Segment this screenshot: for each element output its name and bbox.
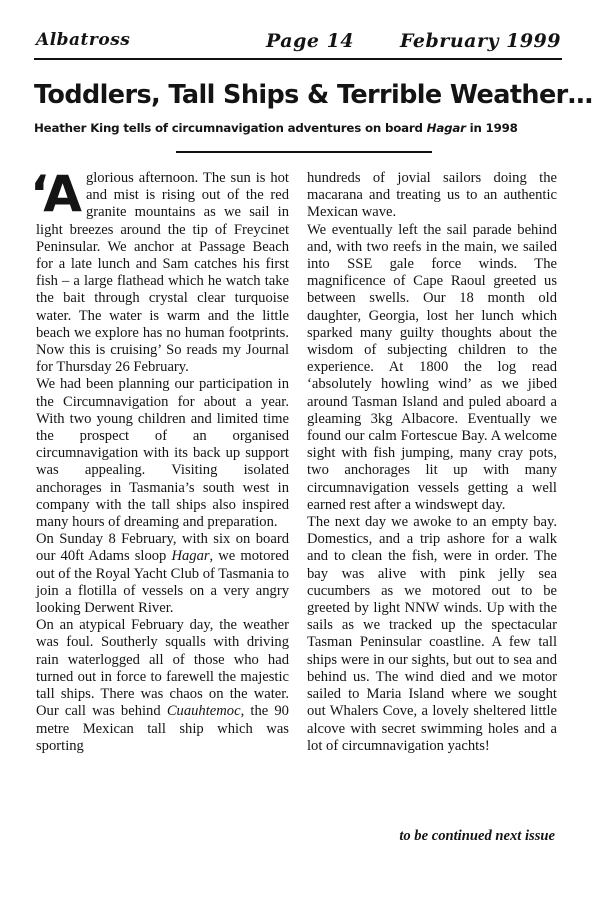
paragraph-text: , we motored out of the Royal Yacht Club of Tasmania to join a flotilla of vessels on a very angry looking Derwent River.: [36, 548, 289, 617]
continued-note: to be continued next issue: [399, 828, 555, 844]
article-subtitle: [34, 121, 579, 135]
paragraph: We eventually left the sail parade behind and, with two reefs in the main, we sailed into SSE gale force winds. The magnificence of Cape Raoul greeted us between swells. Our 18 month old daughter, Georgia, lost her lunch which sparked many guilty thoughts about the wisdom of subjecting children to the experience. At 1800 the log read ‘absolutely howling wind’ as we jibed around Tasman Island and puled aboard a gleaming 3kg Albacore. Eventually we found our calm Fortescue Bay. A welcome sight with fish jumping, many cray pots, two anchorages lit up with many circumnavigation vessels getting a well earned rest after a windswept day.: [307, 221, 557, 513]
vessel-name: Cuauhtemoc: [166, 703, 241, 720]
paragraph: [36, 531, 289, 617]
page-header: [0, 0, 611, 70]
right-column: [307, 170, 557, 755]
paragraph: [36, 617, 289, 755]
header-rule: [34, 58, 562, 60]
subtitle-text: Heather King tells of circumnavigation adventures on board: [34, 121, 427, 135]
title-divider: [176, 151, 432, 153]
paragraph-text: On Sunday 8 February, with six on board our 40ft Adams sloop: [36, 531, 289, 565]
issue-date: February 1999: [399, 30, 561, 52]
paragraph-text: glorious afternoon. The sun is hot and mist is rising out of the red granite mountains as we sail in light breezes around the tip of Freycinet Peninsular. We anchor at Passage Beach for a late lunch and Sam catches his first fish – a large flathead which he watch take the bait through crystal clear turquoise water. The water is warm and the little beach we explore has no human footprints. Now this is cruising’ So reads my Journal for Thursday 26 February.: [36, 170, 289, 376]
paragraph: [30, 165, 289, 376]
subtitle-year: in 1998: [465, 121, 518, 135]
drop-cap: ‘A: [30, 165, 82, 223]
publication-name: Albatross: [36, 30, 131, 50]
paragraph-text: On an atypical February day, the weather was foul. Southerly squalls with driving rain waterlogged all of those who had turned out in force to farewell the majestic tall ships. There was chaos on the water. Our call was behind: [36, 617, 289, 720]
paragraph: hundreds of jovial sailors doing the macarana and treating us to an authentic Mexican wave.: [307, 170, 557, 221]
paragraph: We had been planning our participation in the Circumnavigation for about a year. With two young children and limited time the prospect of an organised circumnavigation with its back up support was appealing. Visiting isolated anchorages in Tasmania’s south west in company with the tall ships also inspired many hours of dreaming and preparation.: [36, 376, 289, 531]
subtitle-vessel: Hagar: [426, 121, 466, 135]
paragraph-text: , the 90 metre Mexican tall ship which was sporting: [36, 703, 289, 754]
left-column: [30, 165, 289, 755]
page-number: Page 14: [266, 30, 355, 52]
article-title: Toddlers, Tall Ships & Terrible Weather…: [34, 80, 593, 110]
paragraph: The next day we awoke to an empty bay. Domestics, and a trip ashore for a walk and to clean the fish, were in order. The bay was alive with pink jelly sea cucumbers as we motored out to be greeted by light NNW winds. Up with the sails as we tracked up the spectacular Tasman Peninsular coastline. A few tall ships were in our sights, but out to sea and behind us. The wind died and we motor sailed to Maria Island where we sought out Whalers Cove, a lovely sheltered little alcove with secret swimming holes and a lot of circumnavigation yachts!: [307, 514, 557, 754]
vessel-name: Hagar: [171, 548, 210, 565]
